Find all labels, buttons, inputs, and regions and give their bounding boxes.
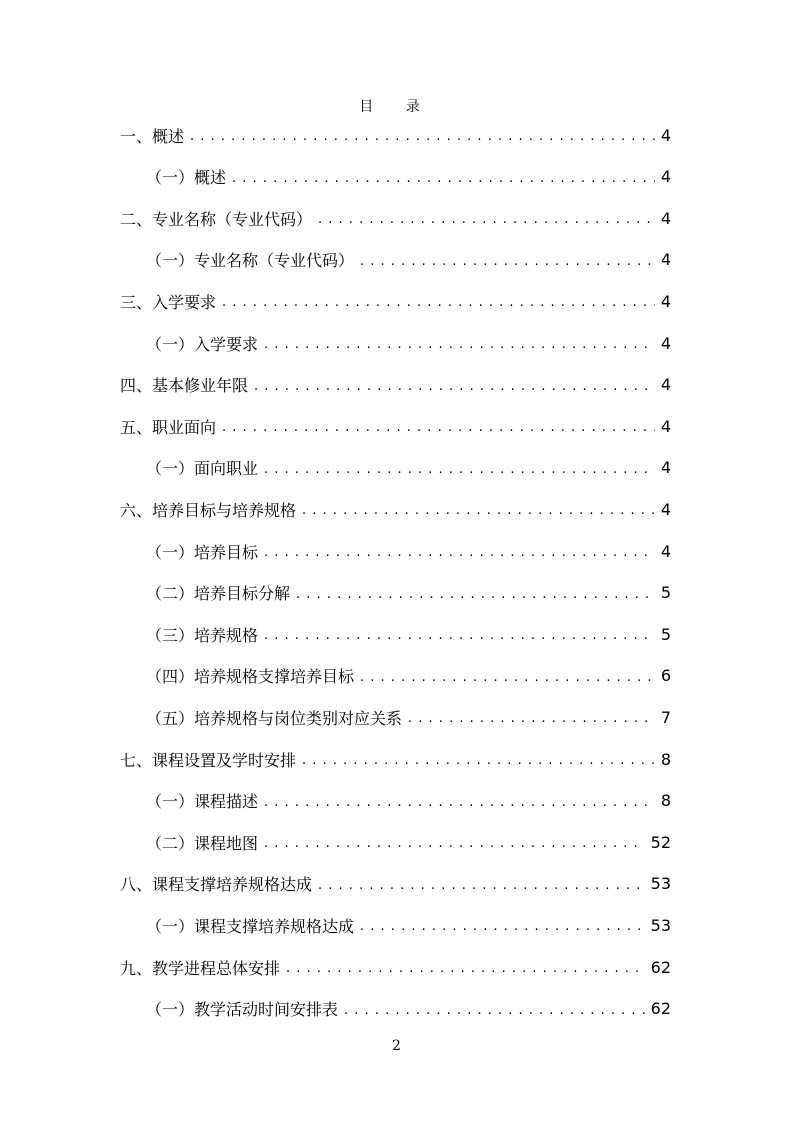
- toc-entry[interactable]: [146, 578, 671, 608]
- toc-entry-title: 五、职业面向: [120, 417, 217, 437]
- toc-entry[interactable]: [120, 952, 671, 982]
- toc-entry-title: （一）课程描述: [146, 792, 259, 812]
- dot-leader: [232, 169, 655, 185]
- dot-leader: [302, 751, 655, 767]
- dot-leader: [344, 1001, 645, 1017]
- dot-leader: [286, 959, 645, 975]
- toc-entry-page: 53: [650, 874, 671, 894]
- toc-entry-title: 八、课程支撑培养规格达成: [120, 875, 313, 895]
- dot-leader: [264, 460, 655, 476]
- toc-entry-page: 4: [660, 458, 671, 478]
- dot-leader: [264, 834, 645, 850]
- toc-entry[interactable]: [146, 786, 671, 816]
- toc-entry[interactable]: [146, 536, 671, 566]
- dot-leader: [302, 501, 655, 517]
- toc-entry-title: （四）培养规格支撑培养目标: [146, 667, 355, 687]
- toc-entry-page: 4: [660, 375, 671, 395]
- toc-entry-title: （一）概述: [146, 168, 227, 188]
- dot-leader: [318, 210, 655, 226]
- toc-entry-page: 8: [660, 791, 671, 811]
- toc-entry-title: （一）入学要求: [146, 334, 259, 354]
- toc-entry[interactable]: [146, 328, 671, 358]
- dot-leader: [296, 585, 655, 601]
- toc-entry[interactable]: [120, 411, 671, 441]
- toc-entry-title: 六、培养目标与培养规格: [120, 500, 297, 520]
- toc-entry-page: 7: [660, 707, 671, 727]
- dot-leader: [360, 668, 655, 684]
- toc-entry-page: 62: [650, 957, 671, 977]
- toc-entry[interactable]: [146, 910, 671, 940]
- toc-entry[interactable]: [120, 203, 671, 233]
- toc-title: 目 录: [359, 99, 434, 115]
- toc-entry-page: 4: [660, 250, 671, 270]
- dot-leader: [254, 377, 655, 393]
- toc-entry[interactable]: [120, 286, 671, 316]
- toc-entry-page: 4: [660, 208, 671, 228]
- toc-entry[interactable]: [146, 619, 671, 649]
- toc-entry-title: 二、专业名称（专业代码）: [120, 209, 313, 229]
- toc-entry-page: 52: [650, 832, 671, 852]
- dot-leader: [408, 709, 655, 725]
- toc-entry-page: 4: [660, 416, 671, 436]
- toc-entry[interactable]: [120, 370, 671, 400]
- dot-leader: [264, 793, 655, 809]
- toc-entry-page: 4: [660, 125, 671, 145]
- toc-entry[interactable]: [120, 120, 671, 150]
- dot-leader: [222, 418, 655, 434]
- toc-entry-page: 4: [660, 291, 671, 311]
- dot-leader: [190, 127, 655, 143]
- toc-entry-title: （三）培养规格: [146, 625, 259, 645]
- toc-entry[interactable]: [146, 162, 671, 192]
- toc-entry[interactable]: [120, 494, 671, 524]
- toc-entry-page: 53: [650, 915, 671, 935]
- toc-entry[interactable]: [120, 744, 671, 774]
- toc-entry-title: 三、入学要求: [120, 292, 217, 312]
- toc-entry-title: （一）教学活动时间安排表: [146, 1000, 339, 1020]
- dot-leader: [264, 543, 655, 559]
- toc-entry[interactable]: [146, 994, 671, 1024]
- toc-entry-page: 5: [660, 624, 671, 644]
- toc-entry-title: （一）面向职业: [146, 459, 259, 479]
- toc-entry[interactable]: [146, 453, 671, 483]
- toc-entry-title: （一）专业名称（专业代码）: [146, 251, 355, 271]
- page-number: 2: [392, 1038, 401, 1054]
- dot-leader: [264, 626, 655, 642]
- dot-leader: [360, 917, 645, 933]
- toc-entry-title: 四、基本修业年限: [120, 376, 249, 396]
- toc-entry-page: 4: [660, 167, 671, 187]
- dot-leader: [318, 876, 645, 892]
- toc-entry-page: 5: [660, 583, 671, 603]
- toc-entry-title: 七、课程设置及学时安排: [120, 750, 297, 770]
- toc-entry-title: （五）培养规格与岗位类别对应关系: [146, 708, 403, 728]
- toc-entry[interactable]: [146, 702, 671, 732]
- dot-leader: [264, 335, 655, 351]
- toc-entry-page: 4: [660, 499, 671, 519]
- toc-entry-title: （二）培养目标分解: [146, 584, 291, 604]
- toc-entry[interactable]: [146, 661, 671, 691]
- toc-entry-title: （一）培养目标: [146, 542, 259, 562]
- toc-entry-page: 4: [660, 541, 671, 561]
- toc-entry-page: 6: [660, 666, 671, 686]
- dot-leader: [222, 293, 655, 309]
- toc-entry-title: 一、概述: [120, 126, 185, 146]
- toc-entry-page: 62: [650, 999, 671, 1019]
- toc-entry-page: 4: [660, 333, 671, 353]
- toc-entry-title: （一）课程支撑培养规格达成: [146, 916, 355, 936]
- toc-entry-title: 九、教学进程总体安排: [120, 958, 281, 978]
- toc-entry[interactable]: [146, 245, 671, 275]
- toc-entry[interactable]: [120, 869, 671, 899]
- toc-entry-page: 8: [660, 749, 671, 769]
- toc-entry[interactable]: [146, 827, 671, 857]
- dot-leader: [360, 252, 655, 268]
- toc-entry-title: （二）课程地图: [146, 833, 259, 853]
